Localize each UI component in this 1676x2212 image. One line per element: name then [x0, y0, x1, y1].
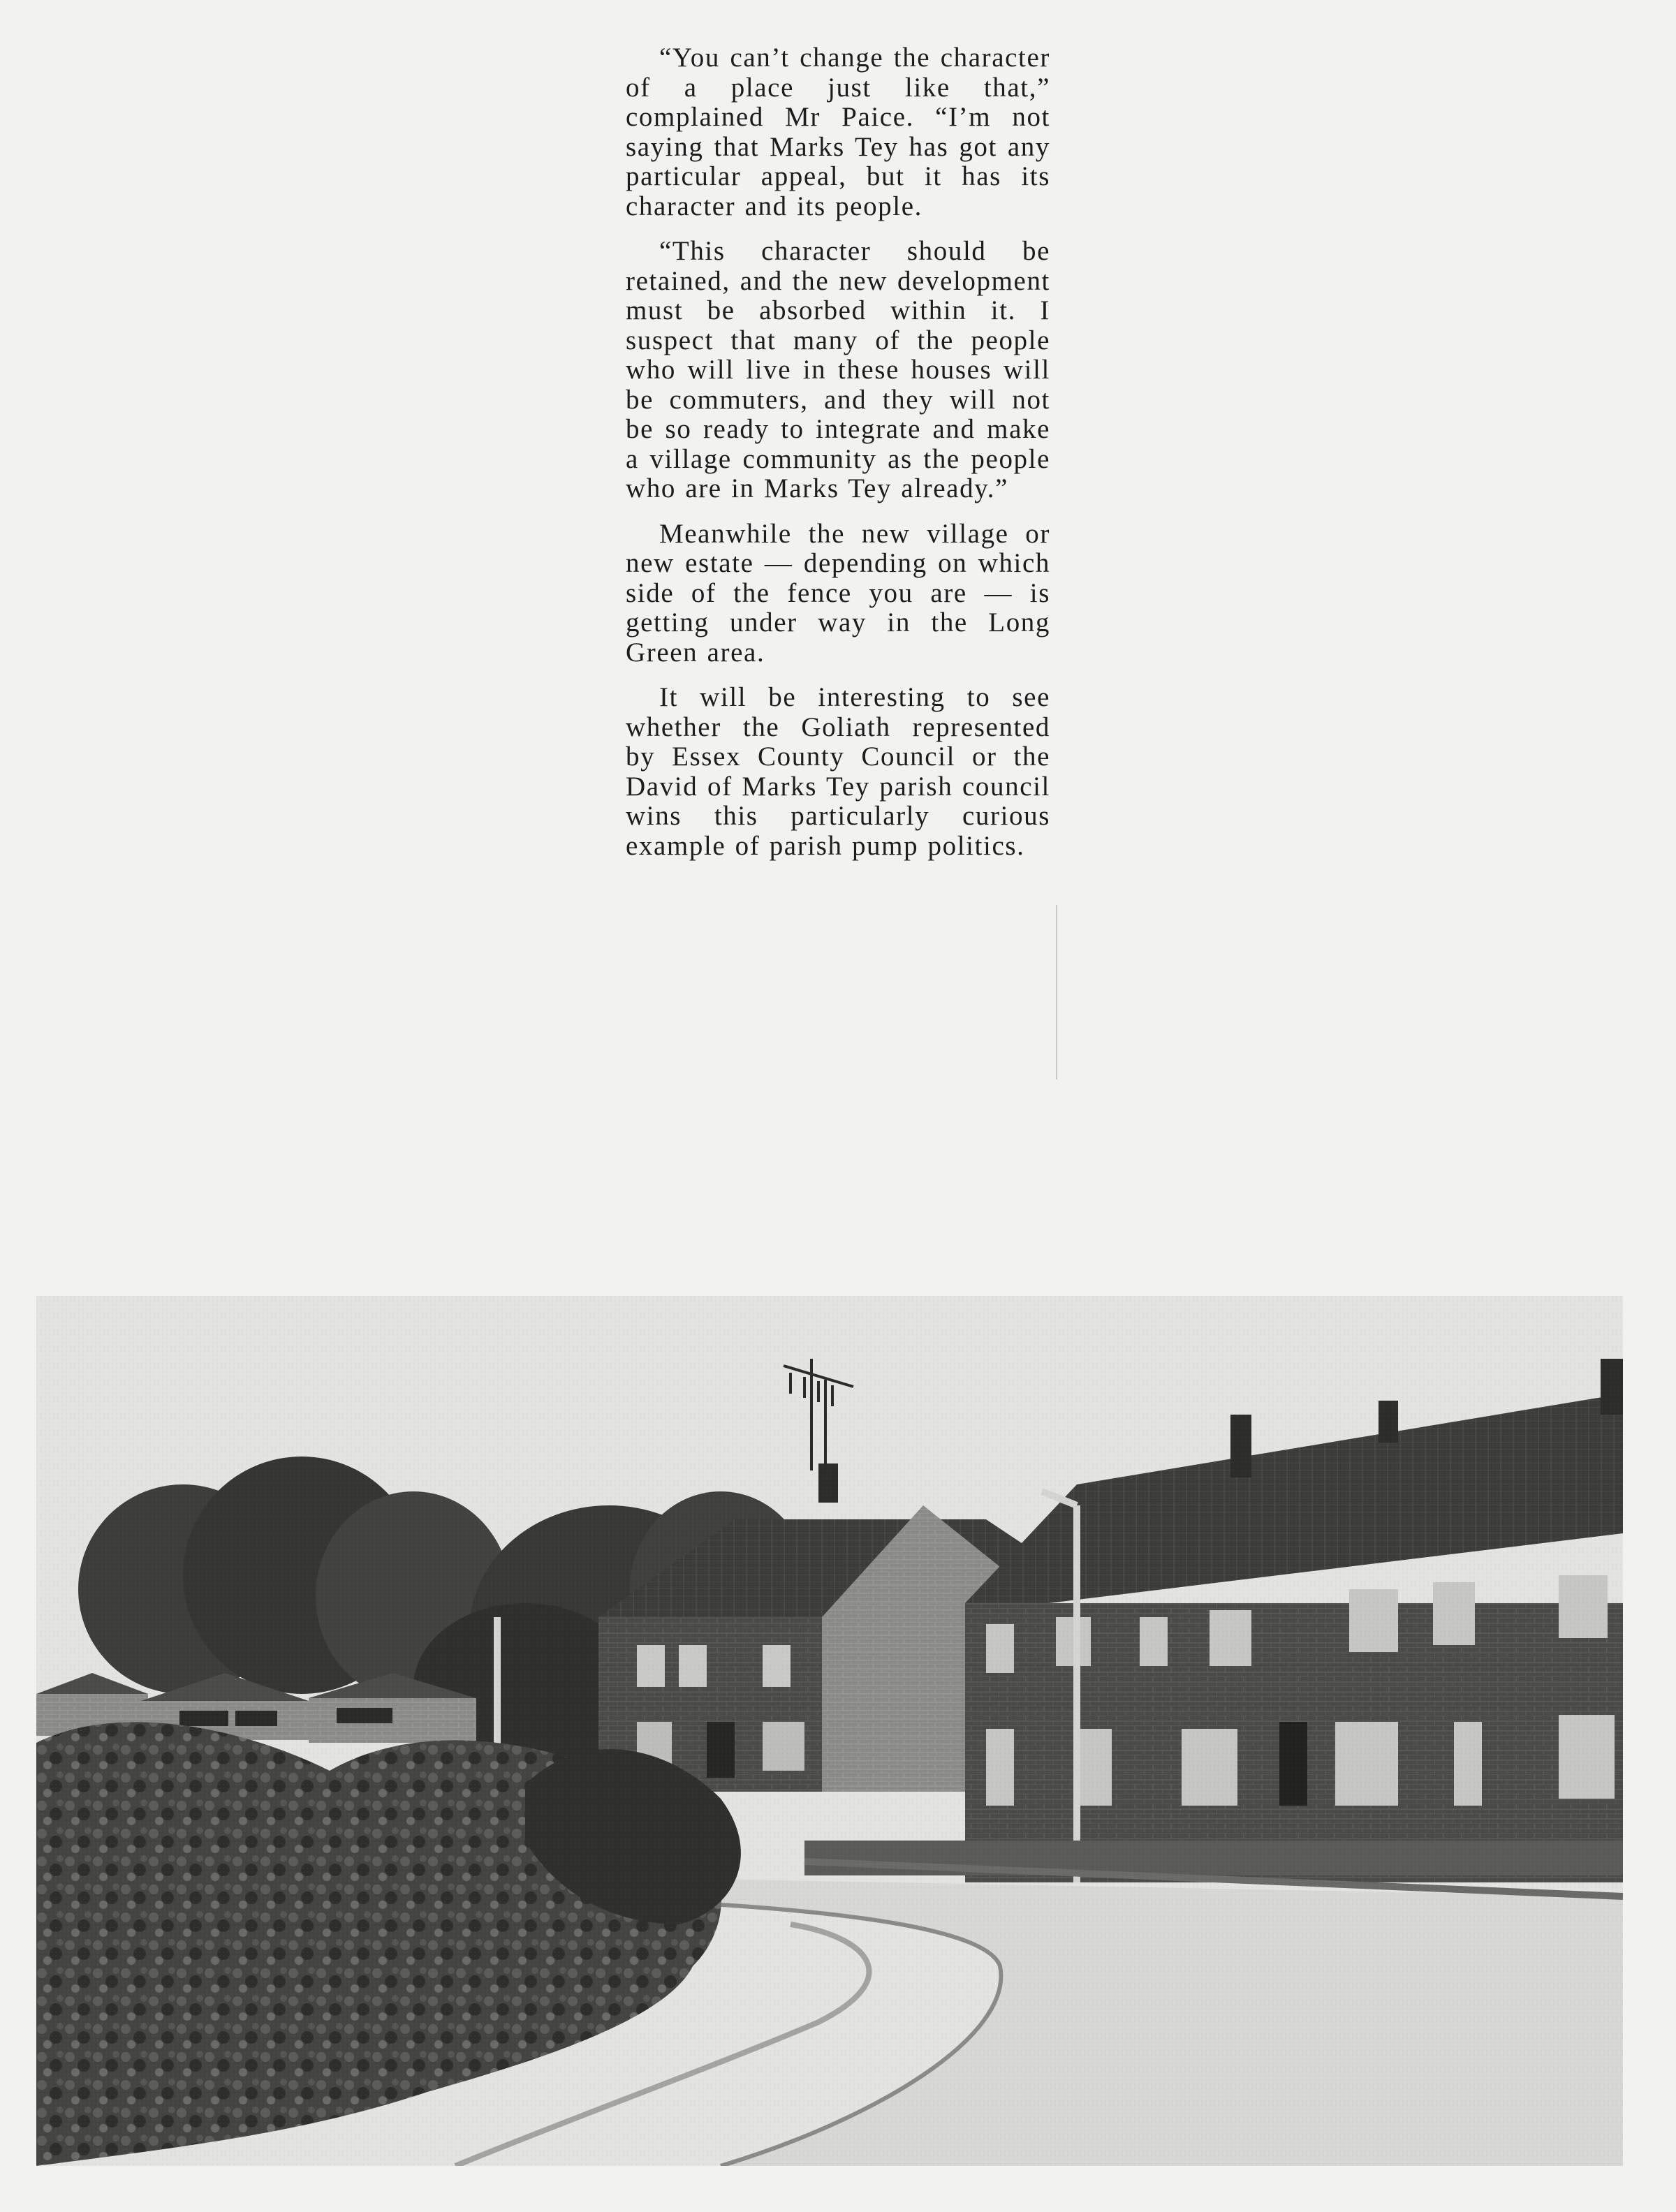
article-paragraph-1: “You can’t change the character of a place just like that,” complained Mr Paice. “I’m not saying that Marks Tey has got any particular appeal, but it has its character and its people. [626, 43, 1050, 221]
article-paragraph-3: Meanwhile the new village or new estate — depending on which side of the fence you are — is getting under way in the Long Green area. [626, 518, 1050, 668]
article-paragraph-4: It will be interesting to see whether the Goliath represented by Essex County Council or the David of Marks Tey parish council wins this particularly curious example of parish pump politics. [626, 682, 1050, 861]
photo-grain [36, 1296, 1623, 2166]
housing-estate-photo [36, 1296, 1623, 2166]
photo-illustration [36, 1296, 1623, 2166]
article-text-column [626, 43, 1050, 1091]
article-paragraph-2: “This character should be retained, and the new development must be absorbed within it. I suspect that many of the people who will live in these houses will be commuters, and they will not be so ready to integrate and make a village community as the people who are in Marks Tey already.” [626, 236, 1050, 503]
column-rule [1056, 905, 1057, 1079]
